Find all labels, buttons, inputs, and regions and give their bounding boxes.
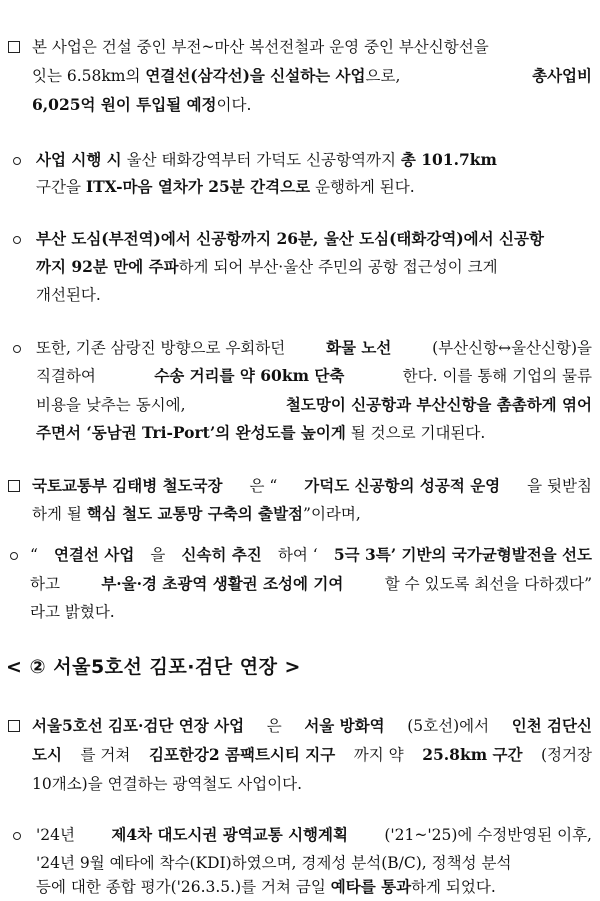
p6-l1c: 을: [150, 546, 166, 564]
p7-l2b: 를 거쳐: [80, 746, 131, 764]
p7-line2: [32, 745, 592, 765]
p1-l3b: 이다.: [216, 96, 252, 114]
p4-line4: [36, 423, 485, 443]
p6-line1: [30, 545, 592, 565]
square-bullet-icon: [8, 720, 20, 732]
square-bullet-icon: [8, 480, 20, 492]
p2-line2: [36, 177, 415, 197]
p4-l3a: 비용을 낮추는 동시에,: [36, 396, 186, 414]
p1-l2b: 연결선(삼각선)을 신설하는 사업: [145, 66, 366, 85]
p5-l1c: 가덕도 신공항의 성공적 운영: [304, 476, 501, 495]
p1-line1: [32, 37, 592, 57]
p8-l1b: 제4차 대도시권 광역교통 시행계획: [111, 825, 348, 844]
p4-l2c: 한다. 이를 통해 기업의 물류: [402, 367, 592, 385]
p8-l3c: 하게 되었다.: [411, 878, 496, 896]
p7-l2a: 도시: [32, 745, 62, 764]
p1-l2d: 총사업비: [532, 66, 592, 85]
p6-l1d: 신속히 추진: [181, 545, 262, 564]
p4-line3: [36, 395, 592, 415]
p7-l2f: (정거장: [541, 746, 592, 764]
p2-l1c: 총 101.7km: [400, 150, 497, 169]
p1-text1: 본 사업은 건설 중인 부전~마산 복선전철과 운영 중인 부산신항선을: [32, 38, 489, 56]
p7-line3: [32, 774, 302, 794]
p8-l3a: 등에 대한 종합 평가('26.3.5.)를 거쳐 금일: [36, 878, 331, 896]
circle-bullet-icon: [13, 832, 21, 840]
p8-line2: [36, 853, 592, 873]
p5-line2: [32, 504, 361, 524]
p3-l2b: 하게 되어 부산·울산 주민의 공항 접근성이 크게: [178, 258, 498, 276]
p1-seg: [32, 66, 400, 86]
p4-l2a: 직결하여: [36, 367, 96, 385]
p4-l1b: 화물 노선: [326, 338, 392, 357]
p3-line2: [36, 257, 498, 277]
p5-l2a: 하게 될: [32, 505, 87, 523]
p6-line3: [30, 602, 115, 622]
circle-bullet-icon: [13, 157, 21, 165]
p6-l3: 라고 밝혔다.: [30, 603, 115, 621]
circle-bullet-icon: [10, 552, 18, 560]
p7-l1a: 서울5호선 김포·검단 연장 사업: [32, 716, 245, 735]
p6-l1a: “: [30, 546, 38, 564]
p6-l2b: 부·울·경 초광역 생활권 조성에 기여: [101, 574, 344, 593]
p2-l2c: 운행하게 된다.: [310, 178, 415, 196]
p4-l3b: 철도망이 신공항과 부산신항을 촘촘하게 엮어: [285, 395, 592, 414]
p4-line1: [36, 338, 592, 358]
p7-l1e: 인천 검단신: [511, 716, 592, 735]
p6-l1b: 연결선 사업: [54, 545, 135, 564]
p2-l2a: 구간을: [36, 178, 86, 196]
p7-l2e: 25.8km 구간: [422, 745, 523, 764]
p1-l2c: 으로,: [365, 67, 401, 85]
p8-line1: [36, 825, 592, 845]
p7-l3: 10개소)을 연결하는 광역철도 사업이다.: [32, 775, 303, 793]
p3-line1: [36, 229, 592, 249]
p5-l1b: 은 “: [249, 477, 278, 495]
p7-l1b: 은: [266, 717, 282, 735]
p4-l1a: 또한, 기존 삼랑진 방향으로 우회하던: [36, 339, 286, 357]
p8-line3: [36, 877, 496, 897]
p1-l3a: 6,025억 원이 투입될 예정: [32, 95, 217, 114]
p6-l2a: 하고: [30, 575, 60, 593]
p2-l2b: ITX-마음 열차가 25분 간격으로: [85, 177, 311, 196]
p5-line1: [32, 476, 592, 496]
p1-line2: [32, 66, 592, 86]
section-heading: < ② 서울5호선 김포·검단 연장 >: [6, 656, 301, 678]
p8-l1c: ('21~'25)에 수정반영된 이후,: [384, 826, 592, 844]
p3-l2a: 까지 92분 만에 주파: [36, 257, 179, 276]
p4-l4a: 주면서 ‘동남권 Tri-Port’의 완성도를 높이게: [36, 423, 346, 442]
p1-line3: [32, 95, 251, 115]
p4-l1c: (부산신항↔울산신항)을: [432, 339, 592, 357]
p5-l1d: 을 뒷받침: [527, 477, 592, 495]
p3-l1: 부산 도심(부전역)에서 신공항까지 26분, 울산 도심(태화강역)에서 신공항: [36, 229, 544, 248]
p2-l1a: 사업 시행 시: [36, 150, 122, 169]
square-bullet-icon: [8, 41, 20, 53]
p3-line3: [36, 285, 101, 305]
p7-line1: [32, 716, 592, 736]
p7-l2c: 김포한강2 콤팩트시티 지구: [148, 745, 336, 764]
p4-l4b: 될 것으로 기대된다.: [345, 424, 486, 442]
p5-l2c: ”이라며,: [303, 505, 361, 523]
p2-l1b: 울산 태화강역부터 가덕도 신공항역까지: [121, 151, 401, 169]
p2-line1: [36, 150, 497, 170]
p3-l3: 개선된다.: [36, 286, 101, 304]
p1-l2a: 잇는 6.58km의: [32, 67, 146, 85]
p8-l2: '24년 9월 예타에 착수(KDI)하였으며, 경제성 분석(B/C), 정책성 분석: [36, 854, 512, 872]
circle-bullet-icon: [13, 236, 21, 244]
p6-l2c: 할 수 있도록 최선을 다하겠다”: [384, 575, 592, 593]
p5-l2b: 핵심 철도 교통망 구축의 출발점: [86, 504, 304, 523]
p6-line2: [30, 574, 592, 594]
p8-l3b: 예타를 통과: [330, 877, 412, 896]
circle-bullet-icon: [13, 345, 21, 353]
p7-l1c: 서울 방화역: [304, 716, 385, 735]
p7-l1d: (5호선)에서: [407, 717, 490, 735]
p5-l1a: 국토교통부 김태병 철도국장: [32, 476, 223, 495]
p4-l2b: 수송 거리를 약 60km 단축: [154, 366, 345, 385]
p7-l2d: 까지 약: [353, 746, 404, 764]
p8-l1a: '24년: [36, 826, 75, 844]
p6-l1e: 하여 ‘: [277, 546, 318, 564]
p6-l1f: 5극 3특’ 기반의 국가균형발전을 선도: [333, 545, 592, 564]
p4-line2: [36, 366, 592, 386]
